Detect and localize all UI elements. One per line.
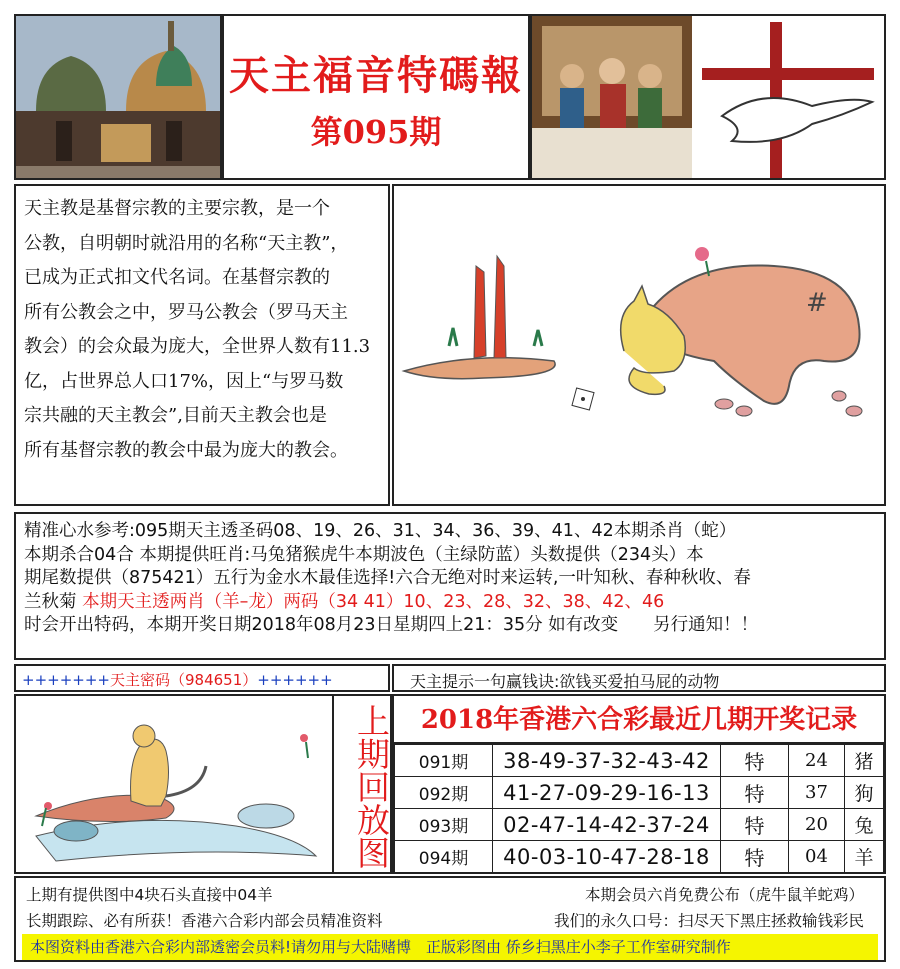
highlight-prediction: 本期天主透两肖（羊–龙）两码（34 41）10、23、28、32、38、42、46 xyxy=(82,591,665,612)
plus-decor: +++++++ xyxy=(22,671,110,689)
intro-line: 公教，自明朝时就沿用的名称“天主教”， xyxy=(24,232,349,254)
special-number: 20 xyxy=(789,809,845,841)
intro-line: 所有基督宗教的教会中最为庞大的教会。 xyxy=(24,439,348,461)
period-cell: 093期 xyxy=(395,809,493,841)
cat-rock-illustration xyxy=(392,184,886,506)
special-number: 04 xyxy=(789,841,845,873)
footer-highlight: 本图资料由香港六合彩内部透密会员料!请勿用与大陆赌博 正版彩图由 侨乡扫黑庄小李子工作室研究制作 xyxy=(22,934,878,960)
svg-text:#: # xyxy=(806,288,828,318)
notice-panel xyxy=(14,512,886,660)
issue-number: 第095期 xyxy=(310,113,442,151)
notice-line: 期尾数提供（875421）五行为金水木最佳选择!六合无绝对时来运转,一叶知秋、春种秋收、春 xyxy=(24,568,751,588)
footer-text: 上期有提供图中4块石头直接中04羊 xyxy=(26,886,273,904)
numbers-cell: 40-03-10-47-28-18 xyxy=(493,841,721,873)
table-row xyxy=(395,841,884,873)
period-cell: 092期 xyxy=(395,777,493,809)
notice-line xyxy=(24,591,876,615)
page-title: 天主福音特碼報 xyxy=(229,52,523,99)
table-row xyxy=(395,745,884,777)
special-label: 特 xyxy=(721,841,789,873)
intro-line: 已成为正式扣文代名词。在基督宗教的 xyxy=(24,267,330,288)
notice-text: 兰秋菊 xyxy=(24,591,83,612)
table-row xyxy=(395,777,884,809)
special-number: 24 xyxy=(789,745,845,777)
zodiac-cell: 兔 xyxy=(845,809,884,841)
religious-artwork xyxy=(530,14,886,180)
plus-decor: ++++++ xyxy=(257,671,333,689)
zodiac-cell: 羊 xyxy=(845,841,884,873)
notice-line: 精准心水参考:095期天主透圣码08、19、26、31、34、36、39、41、42本期杀肖（蛇） xyxy=(24,521,737,541)
intro-line: 天主教是基督宗教的主要宗教，是一个 xyxy=(24,198,330,219)
special-number: 37 xyxy=(789,777,845,809)
monkey-illustration xyxy=(14,694,334,874)
numbers-cell: 02-47-14-42-37-24 xyxy=(493,809,721,841)
tip-bar: 天主提示一句赢钱诀:欲钱买爱拍马屁的动物 xyxy=(392,664,886,692)
notice-line: 时会开出特码，本期开奖日期2018年08月23日星期四上21：35分 如有改变 另行通知！！ xyxy=(24,615,759,635)
zodiac-cell: 猪 xyxy=(845,745,884,777)
footer-text: 长期跟踪、必有所获！香港六合彩内部会员精准资料 xyxy=(26,912,383,930)
last-period-replay-label: 上期回放图 xyxy=(334,694,392,874)
notice-line: 本期杀合04合 本期提供旺肖:马兔猪猴虎牛本期波色（主绿防蓝）头数提供（234头）本 xyxy=(24,544,704,565)
special-label: 特 xyxy=(721,777,789,809)
period-cell: 091期 xyxy=(395,745,493,777)
results-table xyxy=(394,744,884,873)
numbers-cell: 38-49-37-32-43-42 xyxy=(493,745,721,777)
intro-text xyxy=(14,184,390,506)
period-cell: 094期 xyxy=(395,841,493,873)
intro-line: 亿，占世界总人口17%，因上“与罗马数 xyxy=(24,370,344,392)
secret-code-bar xyxy=(14,664,390,692)
results-title: 2018年香港六合彩最近几期开奖记录 xyxy=(394,696,884,744)
special-label: 特 xyxy=(721,745,789,777)
secret-code: 天主密码（984651） xyxy=(109,671,258,689)
footer-panel xyxy=(14,876,886,962)
table-row xyxy=(395,809,884,841)
special-label: 特 xyxy=(721,809,789,841)
footer-text: 我们的永久口号：扫尽天下黑庄拯救输钱彩民 xyxy=(553,912,864,930)
numbers-cell: 41-27-09-29-16-13 xyxy=(493,777,721,809)
zodiac-cell: 狗 xyxy=(845,777,884,809)
intro-line: 教会）的会众最为庞大，全世界人数有11.3 xyxy=(24,336,371,357)
intro-line: 所有公教会之中，罗马公教会（罗马天主 xyxy=(24,301,348,323)
footer-text: 本期会员六肖免费公布（虎牛鼠羊蛇鸡） xyxy=(584,886,864,904)
intro-line: 宗共融的天主教会”,目前天主教会也是 xyxy=(24,405,327,426)
results-panel xyxy=(392,694,886,874)
header-title-panel xyxy=(222,14,530,180)
church-photo xyxy=(14,14,222,180)
